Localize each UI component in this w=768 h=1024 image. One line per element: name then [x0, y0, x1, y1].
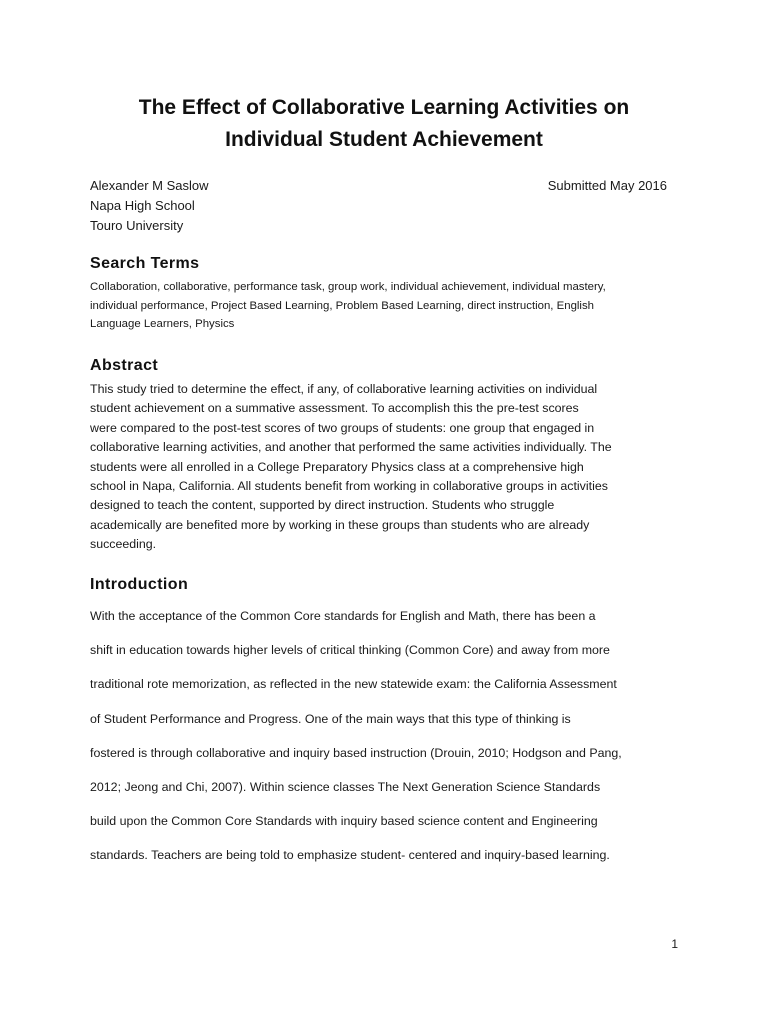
author-name: Alexander M Saslow: [90, 178, 209, 193]
text-line: student achievement on a summative assessment. To accomplish this the pre-test scores: [90, 401, 579, 416]
text-line: of Student Performance and Progress. One of the main ways that this type of thinking is: [90, 711, 571, 726]
text-line: Language Learners, Physics: [90, 318, 235, 330]
search-terms-heading: Search Terms: [90, 255, 200, 272]
page-number: 1: [671, 937, 678, 951]
affiliation: Napa High School: [90, 198, 195, 213]
text-line: traditional rote memorization, as reflected in the new statewide exam: the California Assessment: [90, 677, 617, 692]
author-block: [90, 176, 209, 236]
text-line: individual performance, Project Based Learning, Problem Based Learning, direct instruction, English: [90, 299, 594, 312]
text-line: school in Napa, California. All students benefit from working in collaborative groups in activities: [90, 479, 608, 494]
abstract-heading: Abstract: [90, 357, 159, 374]
text-line: Collaboration, collaborative, performance task, group work, individual achievement, individual mastery,: [90, 281, 606, 293]
introduction-heading: Introduction: [90, 576, 189, 593]
submission-date: Submitted May 2016: [547, 178, 667, 193]
introduction-text: [90, 599, 622, 873]
text-line: This study tried to determine the effect, if any, of collaborative learning activities on individual: [90, 382, 598, 396]
text-line: succeeding.: [90, 537, 157, 552]
text-line: With the acceptance of the Common Core standards for English and Math, there has been a: [90, 609, 596, 623]
search-terms-text: [90, 278, 680, 334]
document-title: [60, 92, 708, 156]
text-line: designed to teach the content, supported by direct instruction. Students who struggle: [90, 498, 555, 513]
text-line: fostered is through collaborative and inquiry based instruction (Drouin, 2010; Hodgson and Pang,: [90, 745, 622, 760]
affiliation: Touro University: [90, 218, 184, 233]
abstract-text: [90, 380, 612, 555]
title-line: Individual Student Achievement: [225, 128, 543, 151]
text-line: were compared to the post-test scores of two groups of students: one group that engaged in: [90, 420, 595, 435]
text-line: students were all enrolled in a College Preparatory Physics class at a comprehensive high: [90, 459, 584, 474]
text-line: standards. Teachers are being told to emphasize student- centered and inquiry-based learning.: [90, 848, 610, 863]
text-line: collaborative learning activities, and another that performed the same activities individually. The: [90, 440, 612, 455]
text-line: shift in education towards higher levels of critical thinking (Common Core) and away from more: [90, 643, 610, 658]
text-line: 2012; Jeong and Chi, 2007). Within science classes The Next Generation Science Standards: [90, 780, 601, 795]
text-line: build upon the Common Core Standards with inquiry based science content and Engineering: [90, 814, 598, 829]
title-line: The Effect of Collaborative Learning Activities on: [138, 96, 630, 119]
text-line: academically are benefited more by working in these groups than students who are already: [90, 517, 590, 532]
